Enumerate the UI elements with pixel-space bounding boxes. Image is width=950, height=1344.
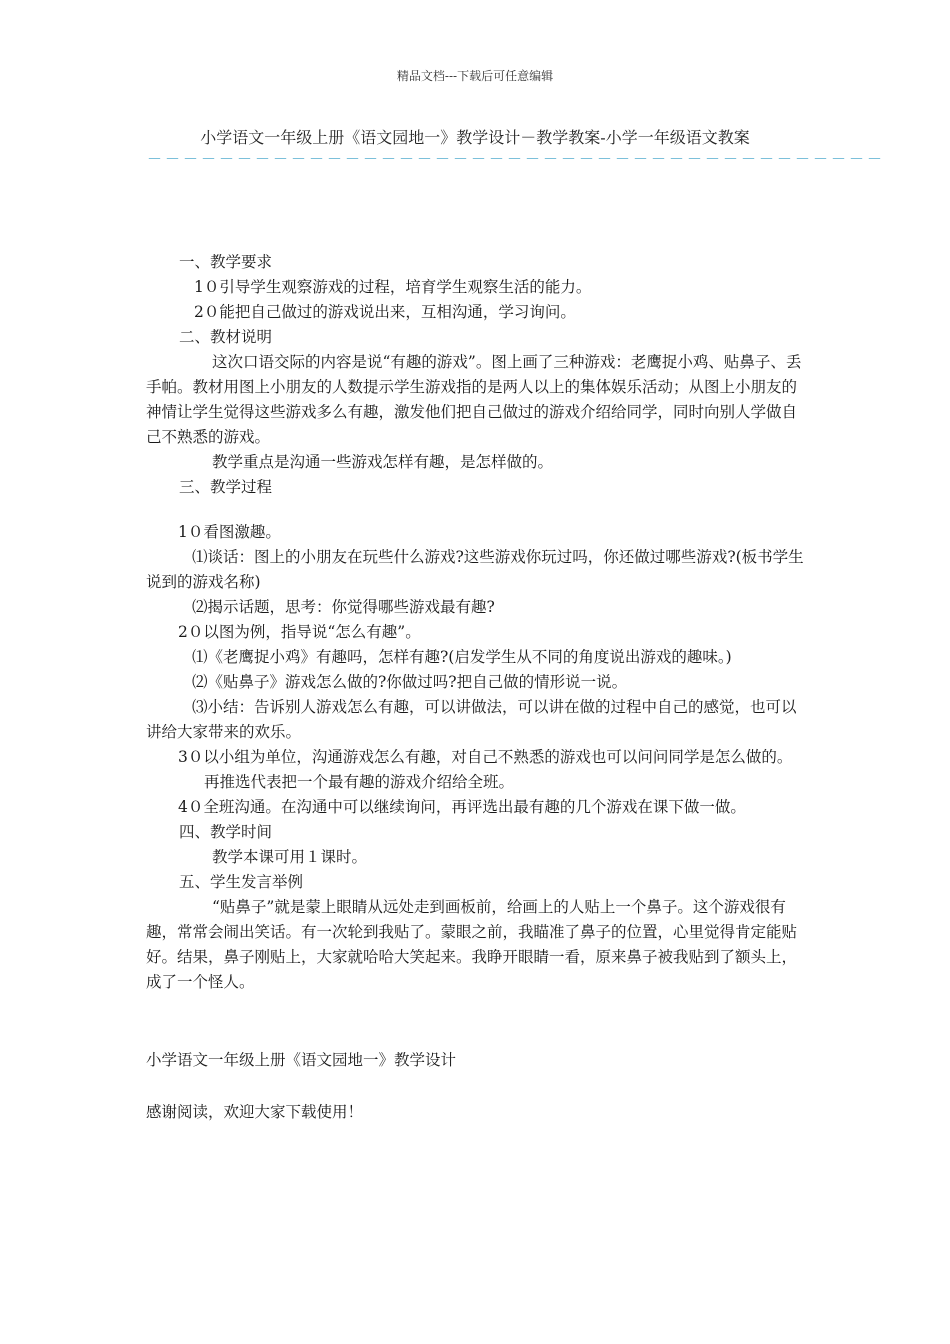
process-step-3: 3０以小组为单位，沟通游戏怎么有趣，对自己不熟悉的游戏也可以问问同学是怎么做的。 xyxy=(178,748,793,766)
materials-paragraph: 这次口语交际的内容是说“有趣的游戏”。图上画了三种游戏：老鹰捉小鸡、贴鼻子、丢手帕。教材用图上小朋友的人数提示学生游戏指的是两人以上的集体娱乐活动；从图上小朋友的神情让学生觉得这些游戏多么有趣，激发他们把自己做过的游戏介绍给同学，同时向别人学做自己不熟悉的游戏。 xyxy=(146,353,802,446)
process-step-4: 4０全班沟通。在沟通中可以继续询问，再评选出最有趣的几个游戏在课下做一做。 xyxy=(178,798,746,816)
spacer xyxy=(146,500,806,520)
materials-key-point: 教学重点是沟通一些游戏怎样有趣，是怎样做的。 xyxy=(212,453,554,471)
title-divider: －－－－－－－－－－－－－－－－－－－－－－－－－－－－－－－－－－－－－－－－－ xyxy=(147,150,886,168)
process-step-2-a: ⑴《老鹰捉小鸡》有趣吗，怎样有趣?(启发学生从不同的角度说出游戏的趣味。) xyxy=(192,648,732,666)
section-heading-time: 四、教学时间 xyxy=(179,823,273,841)
section-heading-process: 三、教学过程 xyxy=(179,478,273,496)
process-step-1-b: ⑵揭示话题，思考：你觉得哪些游戏最有趣? xyxy=(192,598,495,616)
document-body xyxy=(146,250,806,995)
header-note: 精品文档---下载后可任意编辑 xyxy=(396,69,554,83)
document-title: 小学语文一年级上册《语文园地一》教学设计－教学教案-小学一年级语文教案 xyxy=(200,128,750,147)
process-step-3-b: 再推选代表把一个最有趣的游戏介绍给全班。 xyxy=(204,773,515,791)
example-paragraph: “贴鼻子”就是蒙上眼睛从远处走到画板前，给画上的人贴上一个鼻子。这个游戏很有趣，常常会闹出笑话。有一次轮到我贴了。蒙眼之前，我瞄准了鼻子的位置，心里觉得肯定能贴好。结果，鼻子刚贴上，大家就哈哈大笑起来。我睁开眼睛一看，原来鼻子被我贴到了额头上，成了一个怪人。 xyxy=(146,898,798,991)
section-heading-requirements: 一、教学要求 xyxy=(179,253,273,271)
time-paragraph: 教学本课可用１课时。 xyxy=(212,848,368,866)
thanks-note: 感谢阅读，欢迎大家下载使用！ xyxy=(146,1103,364,1121)
requirement-item-1: 1０引导学生观察游戏的过程，培育学生观察生活的能力。 xyxy=(194,278,592,296)
requirement-item-2: 2０能把自己做过的游戏说出来，互相沟通，学习询问。 xyxy=(194,303,576,321)
process-step-1: 1０看图激趣。 xyxy=(178,523,281,541)
process-step-2-b: ⑵《贴鼻子》游戏怎么做的?你做过吗?把自己做的情形说一说。 xyxy=(192,673,628,691)
footer-title: 小学语文一年级上册《语文园地一》教学设计 xyxy=(146,1051,457,1069)
section-heading-materials: 二、教材说明 xyxy=(179,328,273,346)
section-heading-examples: 五、学生发言举例 xyxy=(179,873,304,891)
process-step-1-a: ⑴谈话：图上的小朋友在玩些什么游戏?这些游戏你玩过吗，你还做过哪些游戏?(板书学生说到的游戏名称) xyxy=(146,548,804,591)
process-step-2-c: ⑶小结：告诉别人游戏怎么有趣，可以讲做法，可以讲在做的过程中自己的感觉，也可以讲给大家带来的欢乐。 xyxy=(146,698,797,741)
process-step-2: 2０以图为例，指导说“怎么有趣”。 xyxy=(178,623,421,641)
